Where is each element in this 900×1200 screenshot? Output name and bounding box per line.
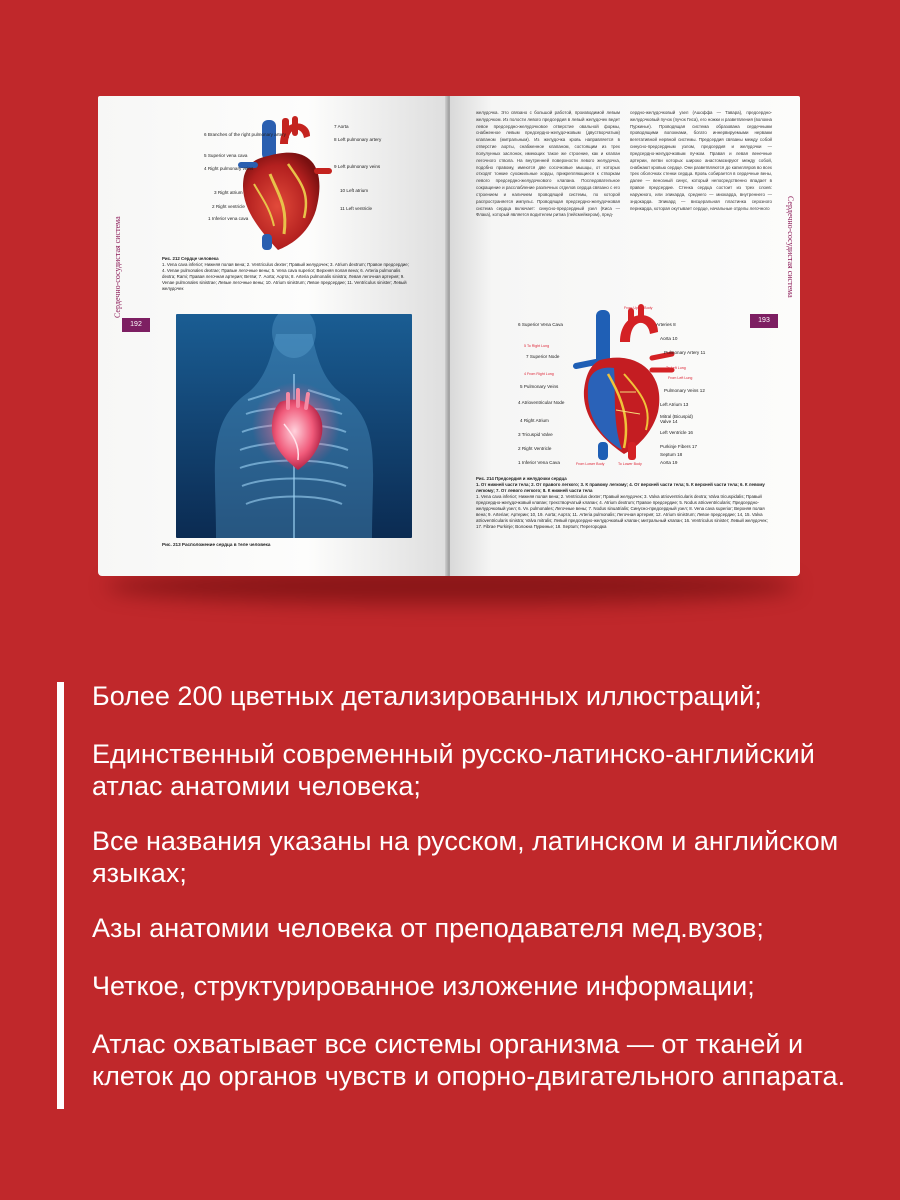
label-right-atrium: 3 Right atrium [214,190,243,195]
left-page [98,96,448,576]
label-right-atrium-2: 4 Right Atrium [520,418,549,423]
label-superior-vena-cava-2: 6 Superior Vena Cava [518,322,563,327]
atlas-book-photo [98,96,802,592]
label-inferior-vena-cava-2: 1 Inferior Vena Cava [518,460,560,465]
feature-item-languages: Все названия указаны на русском, латинском и английском языках; [92,826,839,888]
label-from-lower-body: From Lower Body [576,462,605,466]
label-septum: Septum 18 [660,452,683,457]
label-aorta-3: Aorta 19 [660,460,678,465]
label-to-lower-body: To Lower Body [618,462,642,466]
right-page-column-2: сердно-желудочковый узел (Ашоффа — Тавара), предсердно-желудочковый пучок (пучок Гиса), его ножки и разветвления (волокна Пуркинье). Проводящая система образована сердечными проводящими волокнами, богато иннервируемыми нервами вегетативной нервной системы. Предсердия связаны между собой синусно-предсердным узлом, предсердия и желудочки — предсердно-желудочковым пучком. Правая и левая венечные артерии, ветви которых широко анастомозируют между собой, снабжают кровью сердце. Они разветвляются до капилляров во всех трех оболочках стенки сердца. Кровь собирается в сердечные вены, далее — венозный синус, который непосредственно впадает в правое предсердие. Стенка сердца состоит из трех слоев: наружного, или эпикарда, среднего — миокарда, внутреннего — эндокарда. Эпикард — висцеральная пластинка серозного перикарда, которая окутывает сердце, начальные отделы легочного [630,110,772,211]
right-page [450,96,800,576]
label-to-right-lung: 5 To Right Lung [524,344,550,348]
right-page-column-1: желудочка. Это связано с большой работой, производимой левым желудочком. Из полости левого предсердия в левый желудочек ведет левое предсердно-желудочковое отверстие овальной формы, снабженное левым предсердно-желудочковым (двустворчатым) клапаном (митральным). Из желудочка кровь направляется в отверстие аорты, снабженное клапаном, состоящим из трех полулунных заслонок, имеющих такое же строение, как и клапан легочного ствола. На внутренней поверхности левого желудочка, подобно правому, имеются две сосочковые мышцы, от которых отходят тонкие сухожильные хорды, прикрепляющиеся к створкам левого предсердно-желудочкового клапана. Последовательное сокращение и расслабление различных отделов сердца связано с его строением и наличием проводящей системы, по которой распространяется импульс. Проводящая предсердно-желудочковая система сердца включает: синусно-предсердный узел (Киса — Флака), который является водителем ритма (пейсмейкером), пред- [476,110,620,218]
label-left-atrium: 10 Left atrium [340,188,369,193]
label-from-upper-body: From Upper Body [624,306,653,310]
feature-item-systems: Атлас охватывает все системы организма — от тканей и клеток до органов чувств и опорно-двигательного аппарата. [92,1029,846,1091]
feature-item-illustrations: Более 200 цветных детализированных иллюстраций; [92,681,762,711]
label-left-ventricle-2: Left Ventricle 16 [660,430,693,435]
label-arteries: Arteries 8 [656,322,676,327]
label-pulmonary-veins-left: Pulmonary Veins 12 [664,388,705,393]
label-right-ventricle-2: 2 Right Ventricle [518,446,552,451]
label-right-ventricle: 2 Right ventricle [212,204,245,209]
label-left-atrium-2: Left Atrium 13 [660,402,689,407]
fig-213-caption: Рис. 213 Расположение сердца в теле человека [162,542,271,547]
fig-214-caption: Рис. 214 Предсердия и желудочки сердца 1. От нижней части тела; 2. От правого легкого; 3. К правому легкому; 4. От верхней части тела; 5. К верхней части тела; 6. К левому легкому; 7. От левого легкого; 8. К нижней части тела 1. Vena cava inferior; Нижняя полая вена; 2. Ventriculus dexter; Правый желудочек; 3. Valva atrioventricularis dextra; Valva tricuspidalis; Правый предсердно-желудочковый клапан; трехстворчатый клапан; 4. Atrium dextrum; Правое предсердие; 5. Nodus atrioventricularis; Предсердно-желудочковый узел; 6. Vv. pulmonales; Легочные вены; 7. Nodus sinuatrialis; Синусно-предсердный узел; 8. Vena cava superior; Верхняя полая вена; 9. Arteriae; Артерии; 10, 19. Aorta; Аорта; 11. Arteria pulmonalis; Легочная артерия; 12. Atrium sinistrum; Левое предсердие; 14, 15. Valva atrioventricularis sinistra; Valva mitralis; Левый предсердно-желудочковый клапан; митральный клапан; 16. Ventriculus sinister; Левый желудочек; 17. Fibrae Purkinje; Волокна Пуркинье; 18. Septum; Перегородка [476,476,768,529]
label-pulmonary-artery: Pulmonary Artery 11 [664,350,706,355]
feature-item-unique-atlas: Единственный современный русско-латинско-английский атлас анатомии человека; [92,739,815,801]
feature-item-structured: Четкое, структурированное изложение информации; [92,971,755,1001]
label-tricuspid-valve: 3 Tricuspid Valve [518,432,553,437]
label-superior-vena-cava: 5 Superior vena cava [204,153,248,158]
label-left-ventricle: 11 Left ventricle [340,206,373,211]
label-superior-node: 7 Superior Node [526,354,560,359]
label-branches-right-pulmonary-artery: 6 Branches of the right pulmonary artery [204,132,286,137]
label-left-pulmonary-veins: 9 Left pulmonary veins [334,164,381,169]
right-side-title: Сердечно-сосудистая система [786,196,795,298]
right-page-number: 193 [750,314,778,328]
label-right-pulmonary-veins: 4 Right pulmonary veins [204,166,254,171]
label-aorta-2: Aorta 10 [660,336,678,341]
label-aorta: 7 Aorta [334,124,349,129]
feature-item-teacher: Азы анатомии человека от преподавателя мед.вузов; [92,913,764,943]
label-purkinje-fibers: Purkinje Fibers 17 [660,444,698,449]
left-page-number: 192 [122,318,150,332]
label-to-left-lung: To Left Lung [666,366,686,370]
feature-list-accent-bar [57,682,64,1109]
fig-212-caption: Рис. 212 Сердце человека 1. Vena cava inferior; Нижняя полая вена; 2. Ventriculus dexter; Правый желудочек; 3. Atrium dextrum; Правое предсердие; 4. Venae pulmonales dextrae; Правые легочные вены; 5. Vena cava superior; Верхняя полая вена; 6. Arteria pulmonalis dextra; Rami; Правая легочная артерия; Ветви; 7. Aorta; Аорта; 8. Arteria pulmonalis sinistra; Левая легочная артерия; 9. Venae pulmonales sinistrae; Левые легочные вены; 10. Atrium sinistrum; Левое предсердие; 11. Ventriculus sinister; Левый желудочек [162,256,409,291]
label-pulmonary-veins-right: 5 Pulmonary Veins [520,384,559,389]
label-mitral-valve: Mitral (Bicuspid) Valve 14 [660,414,693,424]
label-atrioventricular-node: 4 Atrioventricular Node [518,400,565,405]
torso-heart-illustration [176,314,412,538]
label-inferior-vena-cava: 1 Inferior vena cava [208,216,249,221]
label-from-right-lung: 4 From Right Lung [524,372,554,376]
label-left-pulmonary-artery: 8 Left pulmonary artery [334,137,382,142]
left-side-title: Сердечно-сосудистая система [113,216,122,318]
label-from-left-lung: From Left Lung [668,376,693,380]
